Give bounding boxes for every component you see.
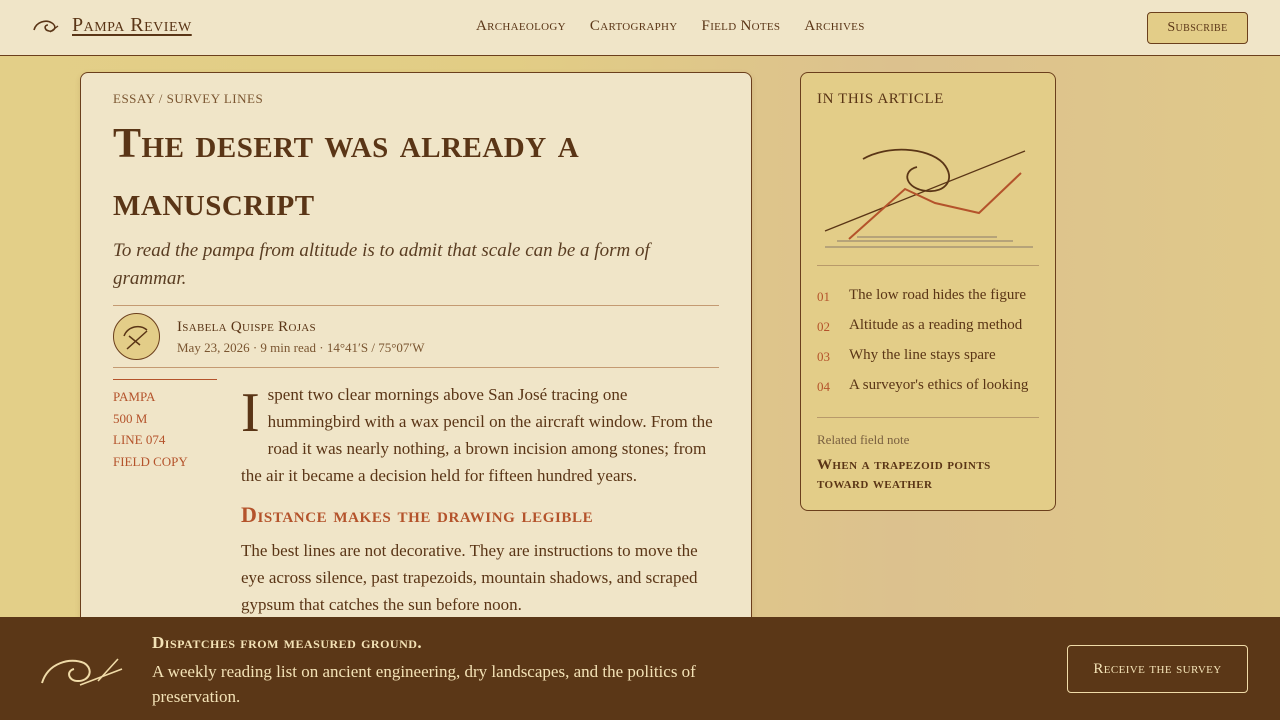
site-header <box>0 0 1280 56</box>
drop-cap: I <box>241 382 260 444</box>
article-kicker: ESSAY / SURVEY LINES <box>113 91 264 106</box>
toc-number: 04 <box>817 379 830 394</box>
margin-note: FIELD COPY <box>113 453 188 469</box>
nav-cartography[interactable]: Cartography <box>589 18 678 34</box>
receive-survey-button[interactable]: Receive the survey <box>1067 645 1248 693</box>
toc-link[interactable]: Altitude as a reading method <box>849 317 1023 333</box>
divider <box>113 367 719 368</box>
related-label: Related field note <box>817 432 910 447</box>
banner-text: A weekly reading list on ancient engineering, dry landscapes, and the politics of preservation. <box>152 662 696 706</box>
article-meta: May 23, 2026 · 9 min read · 14°41′S / 75°07′W <box>177 340 425 355</box>
article-dek: To read the pampa from altitude is to admit that scale can be a form of grammar. <box>113 240 650 289</box>
paragraph-text: spent two clear mornings above San José tracing one hummingbird with a wax pencil on the aircraft window. From the road it was nearly nothing, a brown incision among stones; from the air it became a decision held for fifteen hundred years. <box>241 385 713 485</box>
related-link[interactable]: When a trapezoid points toward weather <box>817 457 991 492</box>
toc-item[interactable] <box>817 347 1039 377</box>
article-card <box>80 72 752 672</box>
toc-item[interactable] <box>817 377 1039 407</box>
article-title: The desert was already a manuscript <box>113 121 580 225</box>
margin-notes <box>113 379 217 472</box>
nav-field-notes[interactable]: Field Notes <box>701 18 781 34</box>
paragraph: The best lines are not decorative. They are instructions to move the eye across silence, past trapezoids, mountain shadows, and scraped gypsum that catches the sun before noon. <box>241 541 698 614</box>
nav-archives[interactable]: Archives <box>804 18 865 34</box>
toc-title: IN THIS ARTICLE <box>817 91 944 107</box>
toc-number: 03 <box>817 349 830 364</box>
brand-name[interactable]: Pampa Review <box>72 14 192 36</box>
spiral-logo-icon <box>32 16 60 36</box>
banner-headline: Dispatches from measured ground. <box>152 633 423 652</box>
article-body <box>241 381 719 618</box>
subscribe-button[interactable]: Subscribe <box>1147 12 1248 44</box>
toc-link[interactable]: A surveyor's ethics of looking <box>849 377 1029 393</box>
toc-item[interactable] <box>817 317 1039 347</box>
toc-number: 02 <box>817 319 830 334</box>
toc-number: 01 <box>817 289 830 304</box>
toc-link[interactable]: Why the line stays spare <box>849 347 996 363</box>
paragraph <box>241 381 719 489</box>
nazca-lines-illustration-icon <box>817 135 1041 255</box>
author-mark-icon <box>114 314 159 359</box>
section-heading: Distance makes the drawing legible <box>241 502 594 527</box>
main-nav <box>476 18 865 35</box>
brand[interactable] <box>32 14 192 37</box>
divider <box>113 305 719 306</box>
spiral-mark-icon <box>38 653 126 689</box>
margin-note: 500 M <box>113 410 148 426</box>
divider <box>817 417 1039 418</box>
toc-link[interactable]: The low road hides the figure <box>849 287 1027 303</box>
toc-item[interactable] <box>817 287 1039 317</box>
toc-list <box>817 287 1039 407</box>
author-name[interactable]: Isabela Quispe Rojas <box>177 319 316 335</box>
author-avatar <box>113 313 160 360</box>
margin-note: PAMPA <box>113 389 156 404</box>
nav-archaeology[interactable]: Archaeology <box>476 18 566 34</box>
newsletter-banner <box>0 617 1280 720</box>
divider <box>817 265 1039 266</box>
margin-note: LINE 074 <box>113 432 166 447</box>
toc-panel <box>800 72 1056 511</box>
